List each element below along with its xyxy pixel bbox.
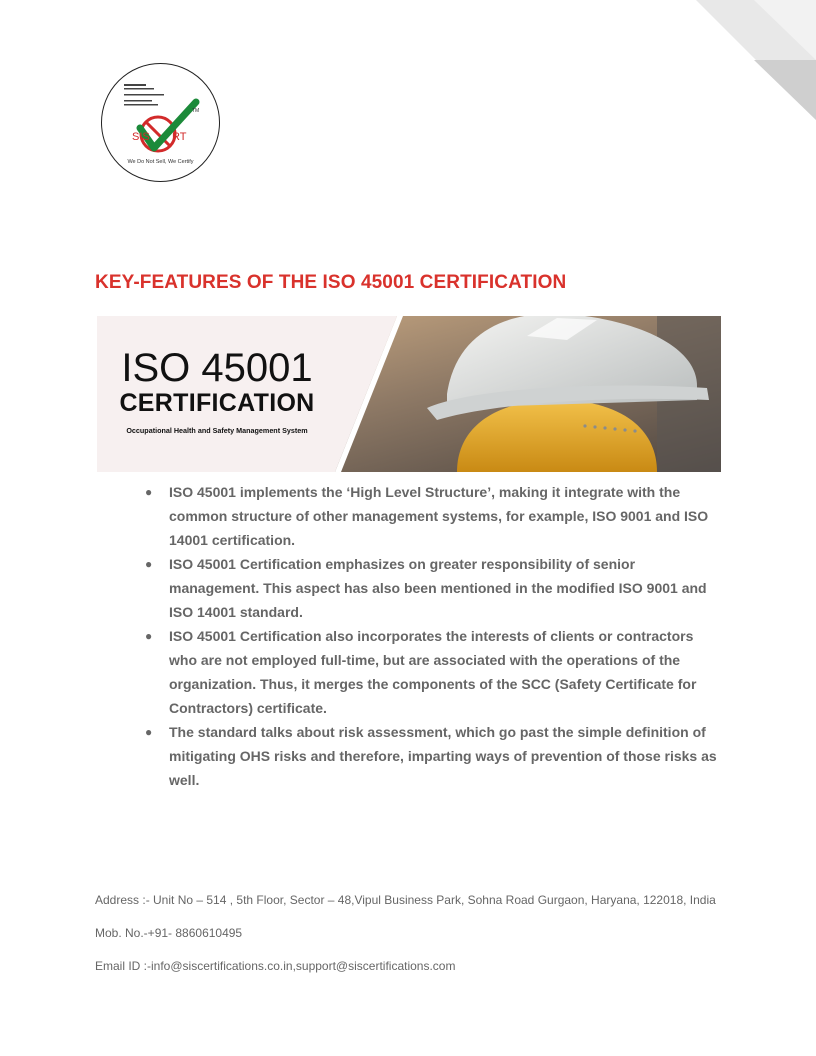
banner-title: ISO 45001 bbox=[121, 346, 313, 390]
bullet-icon: ● bbox=[145, 557, 153, 571]
list-item: ● ISO 45001 Certification also incorporates the interests of clients or contractors who are not employed full-time, but are associated with the operations of the organization. Thus, it merges the components of the SCC (Safety Certificate for Contractors) certificate. bbox=[145, 624, 725, 720]
list-item: ● The standard talks about risk assessment, which go past the simple definition of mitigating OHS risks and therefore, imparting ways of prevention of those risks as well. bbox=[145, 720, 725, 792]
svg-text:RT: RT bbox=[172, 131, 187, 143]
list-item: ● ISO 45001 implements the ‘High Level Structure’, making it integrate with the common structure of other management systems, for example, ISO 9001 and ISO 14001 certification. bbox=[145, 480, 725, 552]
svg-text:TM: TM bbox=[192, 108, 200, 114]
banner-subtitle: CERTIFICATION bbox=[119, 389, 315, 417]
svg-text:We Do Not Sell, We Certify: We Do Not Sell, We Certify bbox=[127, 159, 194, 165]
sis-cert-logo bbox=[100, 62, 221, 183]
feature-list bbox=[145, 480, 725, 792]
iso-45001-banner bbox=[97, 316, 721, 472]
page-heading: KEY-FEATURES OF THE ISO 45001 CERTIFICATION bbox=[95, 272, 567, 293]
bullet-icon: ● bbox=[145, 485, 153, 499]
bullet-icon: ● bbox=[145, 725, 153, 739]
bullet-icon: ● bbox=[145, 629, 153, 643]
list-item: ● ISO 45001 Certification emphasizes on greater responsibility of senior management. This aspect has also been mentioned in the modified ISO 9001 and ISO 14001 standard. bbox=[145, 552, 725, 624]
page-corner-decoration bbox=[696, 0, 816, 120]
logo-brand-text: SIS bbox=[132, 131, 150, 143]
footer-mobile: Mob. No.-+91- 8860610495 bbox=[95, 926, 243, 940]
banner-caption: Occupational Health and Safety Management System bbox=[126, 426, 308, 435]
banner-text bbox=[97, 316, 337, 472]
footer-email: Email ID :-info@siscertifications.co.in,support@siscertifications.com bbox=[95, 959, 456, 973]
footer-address: Address :- Unit No – 514 , 5th Floor, Sector – 48,Vipul Business Park, Sohna Road Gurgaon, Haryana, 122018, India bbox=[95, 893, 716, 907]
